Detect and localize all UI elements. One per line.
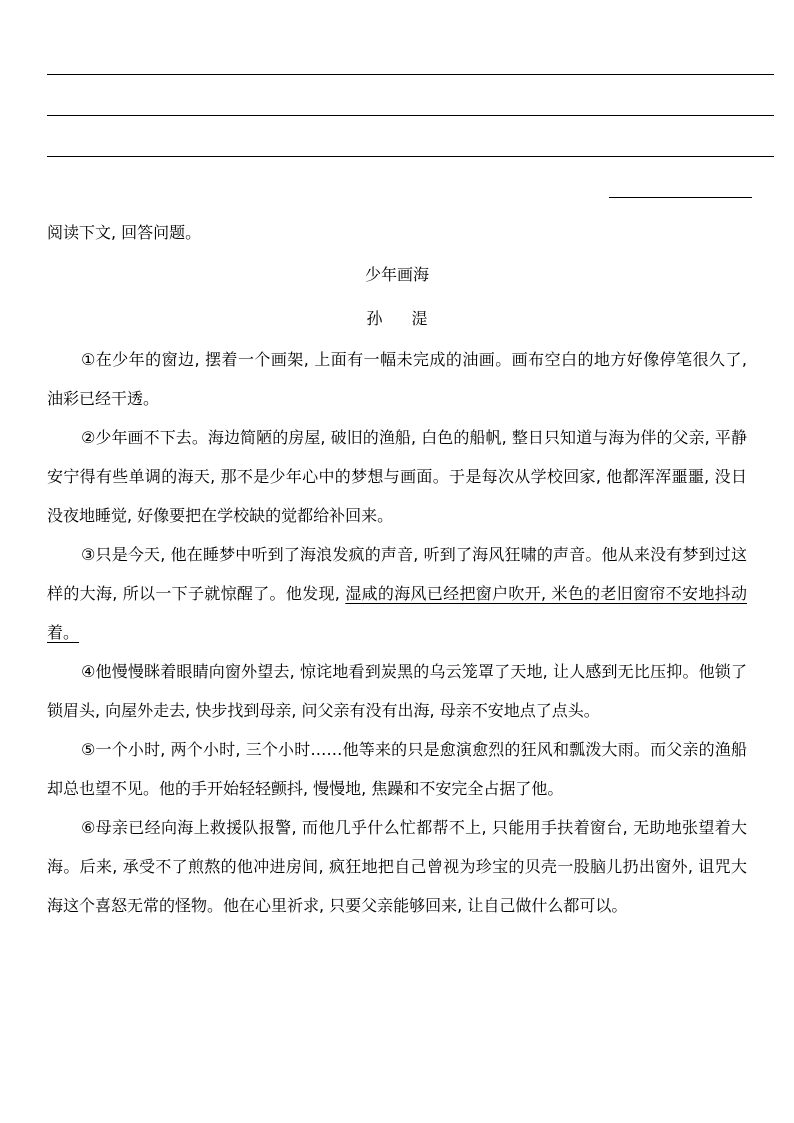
answer-line-3[interactable]	[47, 156, 774, 157]
paragraph-4: ④他慢慢眯着眼睛向窗外望去, 惊诧地看到炭黑的乌云笼罩了天地, 让人感到无比压抑。他锁了锁眉头, 向屋外走去, 快步找到母亲, 问父亲有没有出海, 母亲不安地点了点头。	[47, 662, 747, 720]
paragraph-6: ⑥母亲已经向海上救援队报警, 而他几乎什么忙都帮不上, 只能用手扶着窗台, 无助地张望着大海。后来, 承受不了煎熬的他冲进房间, 疯狂地把自己曾视为珍宝的贝壳一股脑儿扔出窗外, 诅咒大海这个喜怒无常的怪物。他在心里祈求, 只要父亲能够回来, 让自己做什么都可以。	[47, 818, 747, 915]
paragraph-3	[47, 535, 747, 652]
answer-line-4[interactable]	[609, 197, 752, 198]
reading-instruction: 阅读下文, 回答问题。	[47, 223, 202, 242]
paragraph-5: ⑤一个小时, 两个小时, 三个小时……他等来的只是愈演愈烈的狂风和瓢泼大雨。而父亲的渔船却总也望不见。他的手开始轻轻颤抖, 慢慢地, 焦躁和不安完全占据了他。	[47, 740, 747, 798]
underlined-sentence: 湿咸的海风已经把窗户吹开, 米色的老旧窗帘不安地抖动着。	[47, 584, 747, 642]
story-body	[47, 340, 747, 925]
paragraph-3-text: ③只是今天, 他在睡梦中听到了海浪发疯的声音, 听到了海风狂啸的声音。他从来没有梦到过这样的大海, 所以一下子就惊醒了。他发现,	[47, 545, 747, 603]
paragraph-2: ②少年画不下去。海边简陋的房屋, 破旧的渔船, 白色的船帆, 整日只知道与海为伴的父亲, 平静安宁得有些单调的海天, 那不是少年心中的梦想与画面。于是每次从学校回家, 他都浑浑噩噩, 没日没夜地睡觉, 好像要把在学校缺的觉都给补回来。	[47, 428, 747, 525]
paragraph-1: ①在少年的窗边, 摆着一个画架, 上面有一幅未完成的油画。画布空白的地方好像停笔很久了, 油彩已经干透。	[47, 350, 747, 408]
story-title: 少年画海	[364, 265, 429, 284]
story-author: 孙 湜	[366, 309, 440, 328]
answer-line-2[interactable]	[47, 115, 774, 116]
answer-line-1[interactable]	[47, 74, 774, 75]
